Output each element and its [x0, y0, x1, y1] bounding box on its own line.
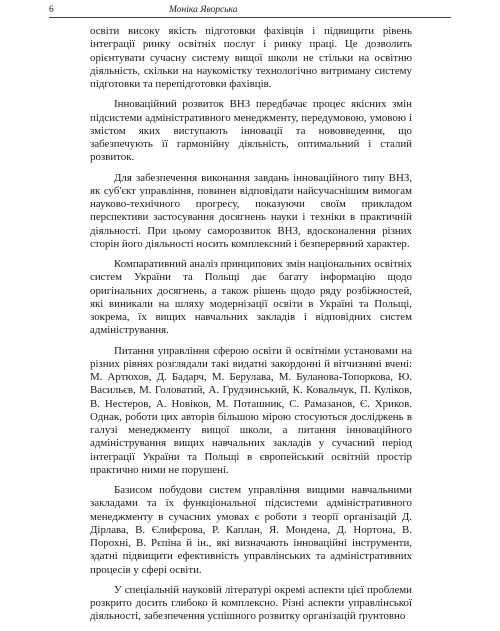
- paragraph: У спеціальній науковій літературі окремі аспекти цієї проблеми розкрито досить глибоко й комплексно. Різні аспекти управлінської діяльності, забезпечення успішного розвитку організацій ґрунтовно: [90, 583, 412, 623]
- paragraph: освіти високу якість підготовки фахівців і підвищити рівень інтеграції ринку освітніх послуг і ринку праці. Це дозволить орієнтувати сучасну систему вищої школи не стільки на освітню діяльність, скільки на наукомістку технологічно витриману систему підготовки та перепідготовки фахівців.: [90, 25, 412, 90]
- paragraph: Інноваційний розвиток ВНЗ передбачає процес якісних змін підсистеми адміністративного менеджменту, передумовою, умовою і змістом яких виступають інновації та нововведення, що забезпечують її гармонійну діяльність, оптимальний і сталий розвиток.: [90, 98, 412, 164]
- page-number: 6: [49, 5, 54, 15]
- running-header: [49, 4, 451, 18]
- paragraph: Базисом побудови систем управління вищими навчальними закладами та їх функціональної підсистеми адміністративного менеджменту в сучасних умовах є роботи з теорії організацій Д. Дірлава, В. Єлифєрова, Р. Каплан, Я. Мондена, Д. Нортона, В. Порохні, В. Рєпіна й ін., які визначають інноваційні інструменти, здатні підвищити ефективність управлінських та адміністративних процесів у сфері освіти.: [90, 484, 412, 576]
- paragraph: Компаративний аналіз принципових змін національних освітніх систем України та Польщі дає багату інформацію щодо оригінальних досягнень, а також рішень щодо ряду розбіжностей, які виникали на шляху модернізації освіти в Україні та Польщі, зокрема, їх вищих навчальних закладів і відповідних систем адміністрування.: [90, 258, 412, 337]
- paragraph: Для забезпечення виконання завдань інноваційного типу ВНЗ, як суб'єкт управління, повинен відповідати найсучаснішим вимогам науково-технічного прогресу, показуючи своїм прикладом перспективи застосування досягнень науки і техніки в практичній діяльності. При цьому саморозвиток ВНЗ, вдосконалення різних сторін його діяльності носить комплексний і безперервний характер.: [90, 171, 412, 250]
- author-name: Моніка Яворська: [169, 5, 238, 15]
- body-text: [90, 25, 412, 631]
- paragraph: Питання управління сферою освіти й освітніми установами на різних рівнях розглядали такі видатні закордонні й вітчизняні вчені: М. Артюхов, Д. Бадарч, М. Берулава, М. Буланова-Топоркова, Ю. Васильєв, М. Головатий, А. Грудзинський, К. Ковальчук, П. Куліков, В. Нестеров, А. Новіков, М. Поташник, С. Рамазанов, Є. Хриков. Однак, роботи цих авторів більшою мірою стосуються досліджень в галузі менеджменту вищої школи, а питання інноваційного адміністрування вищих навчальних закладів у сучасний період інтеграції України та Польщі в європейський освітній простір практично ними не порушені.: [90, 344, 412, 476]
